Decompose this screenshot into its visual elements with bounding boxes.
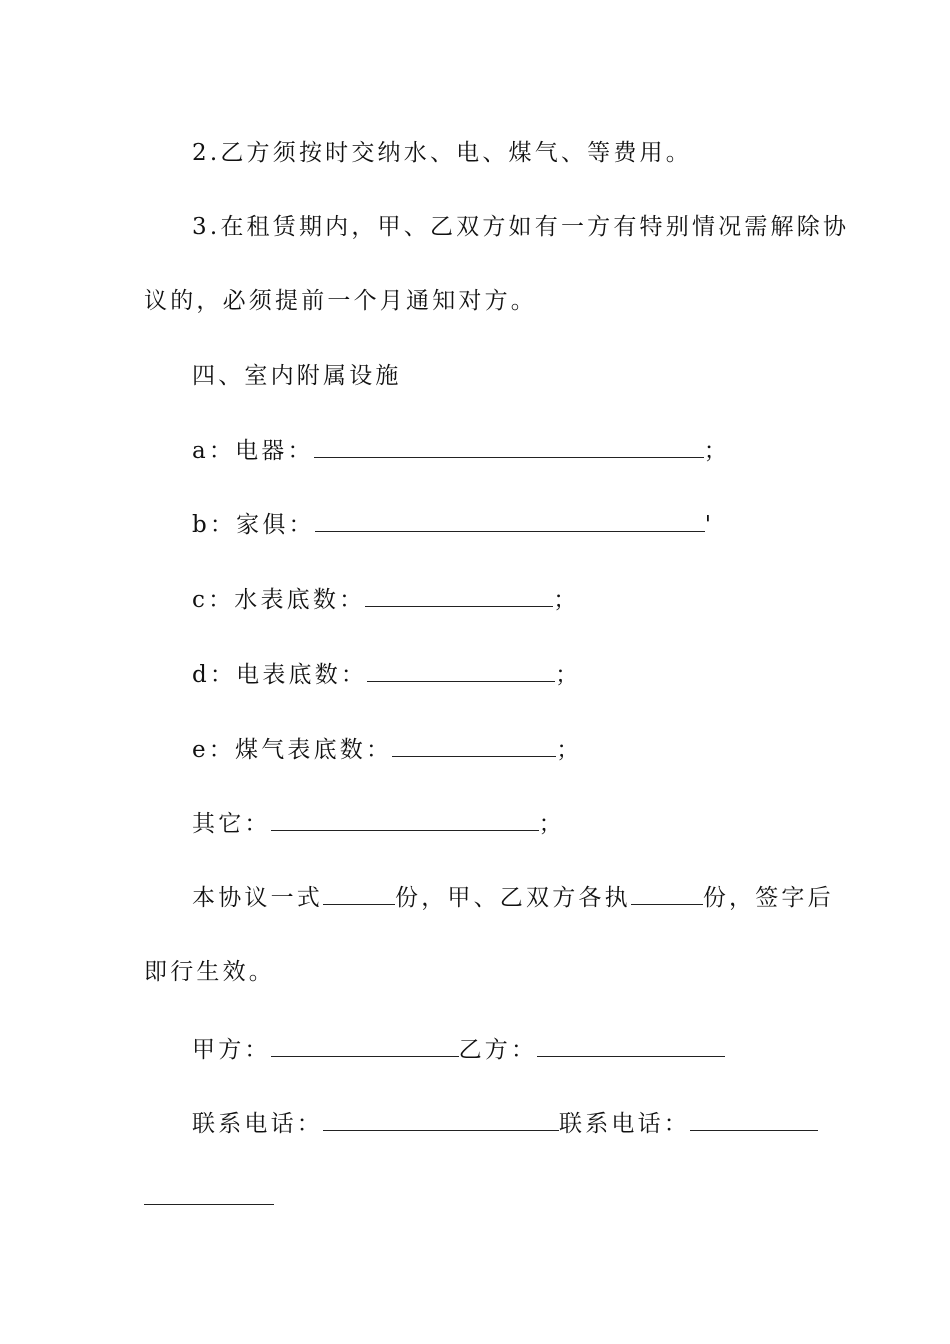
copies-line-1	[192, 883, 834, 913]
party-b-phone-label: 联系电话：	[559, 1111, 690, 1137]
item-electric-meter	[192, 660, 581, 690]
appliances-blank-field[interactable]	[314, 437, 704, 458]
total-copies-blank-field[interactable]	[323, 884, 395, 905]
party-a-phone-field[interactable]	[323, 1110, 559, 1131]
copies-line-2: 即行生效。	[144, 959, 275, 985]
party-b-phone-field-continuation[interactable]	[144, 1203, 274, 1205]
copies-middle: 份，甲、乙双方各执	[395, 885, 631, 911]
clause-3-line-1: 3.在租赁期内，甲、乙双方如有一方有特别情况需解除协	[192, 214, 850, 240]
item-appliances	[192, 436, 730, 466]
item-furniture-end: '	[704, 512, 715, 538]
item-gas-meter-label: e：煤气表底数：	[192, 737, 393, 763]
item-furniture-label: b：家俱：	[192, 512, 315, 538]
signature-phones	[192, 1109, 818, 1139]
other-blank-field[interactable]	[271, 810, 539, 831]
item-other	[192, 809, 565, 839]
item-electric-meter-end: ；	[555, 662, 582, 688]
each-party-copies-blank-field[interactable]	[631, 884, 703, 905]
item-gas-meter-end: ；	[556, 737, 583, 763]
party-b-phone-field[interactable]	[690, 1110, 818, 1131]
item-electric-meter-label: d：电表底数：	[192, 662, 368, 688]
copies-prefix: 本协议一式	[192, 885, 323, 911]
item-other-label: 其它：	[192, 811, 271, 837]
party-a-phone-label: 联系电话：	[192, 1111, 323, 1137]
item-appliances-label: a：电器：	[192, 438, 314, 464]
copies-suffix: 份，签字后	[702, 885, 834, 911]
party-a-label: 甲方：	[192, 1037, 271, 1063]
item-gas-meter	[192, 735, 582, 765]
gas-meter-blank-field[interactable]	[392, 736, 556, 757]
item-water-meter	[192, 585, 580, 615]
party-a-signature-field[interactable]	[271, 1036, 459, 1057]
item-water-meter-end: ；	[553, 587, 580, 613]
clause-2: 2.乙方须按时交纳水、电、煤气、等费用。	[192, 140, 692, 166]
electric-meter-blank-field[interactable]	[367, 661, 555, 682]
section-heading-facilities: 四、室内附属设施	[192, 363, 402, 389]
item-water-meter-label: c：水表底数：	[192, 587, 366, 613]
clause-3-line-2: 议的，必须提前一个月通知对方。	[144, 288, 537, 314]
item-other-end: ；	[538, 811, 565, 837]
item-furniture	[192, 510, 714, 540]
party-b-label: 乙方：	[458, 1037, 538, 1063]
party-b-signature-field[interactable]	[537, 1036, 725, 1057]
signature-parties	[192, 1035, 725, 1065]
furniture-blank-field[interactable]	[315, 511, 705, 532]
water-meter-blank-field[interactable]	[365, 586, 553, 607]
item-appliances-end: ；	[703, 438, 730, 464]
